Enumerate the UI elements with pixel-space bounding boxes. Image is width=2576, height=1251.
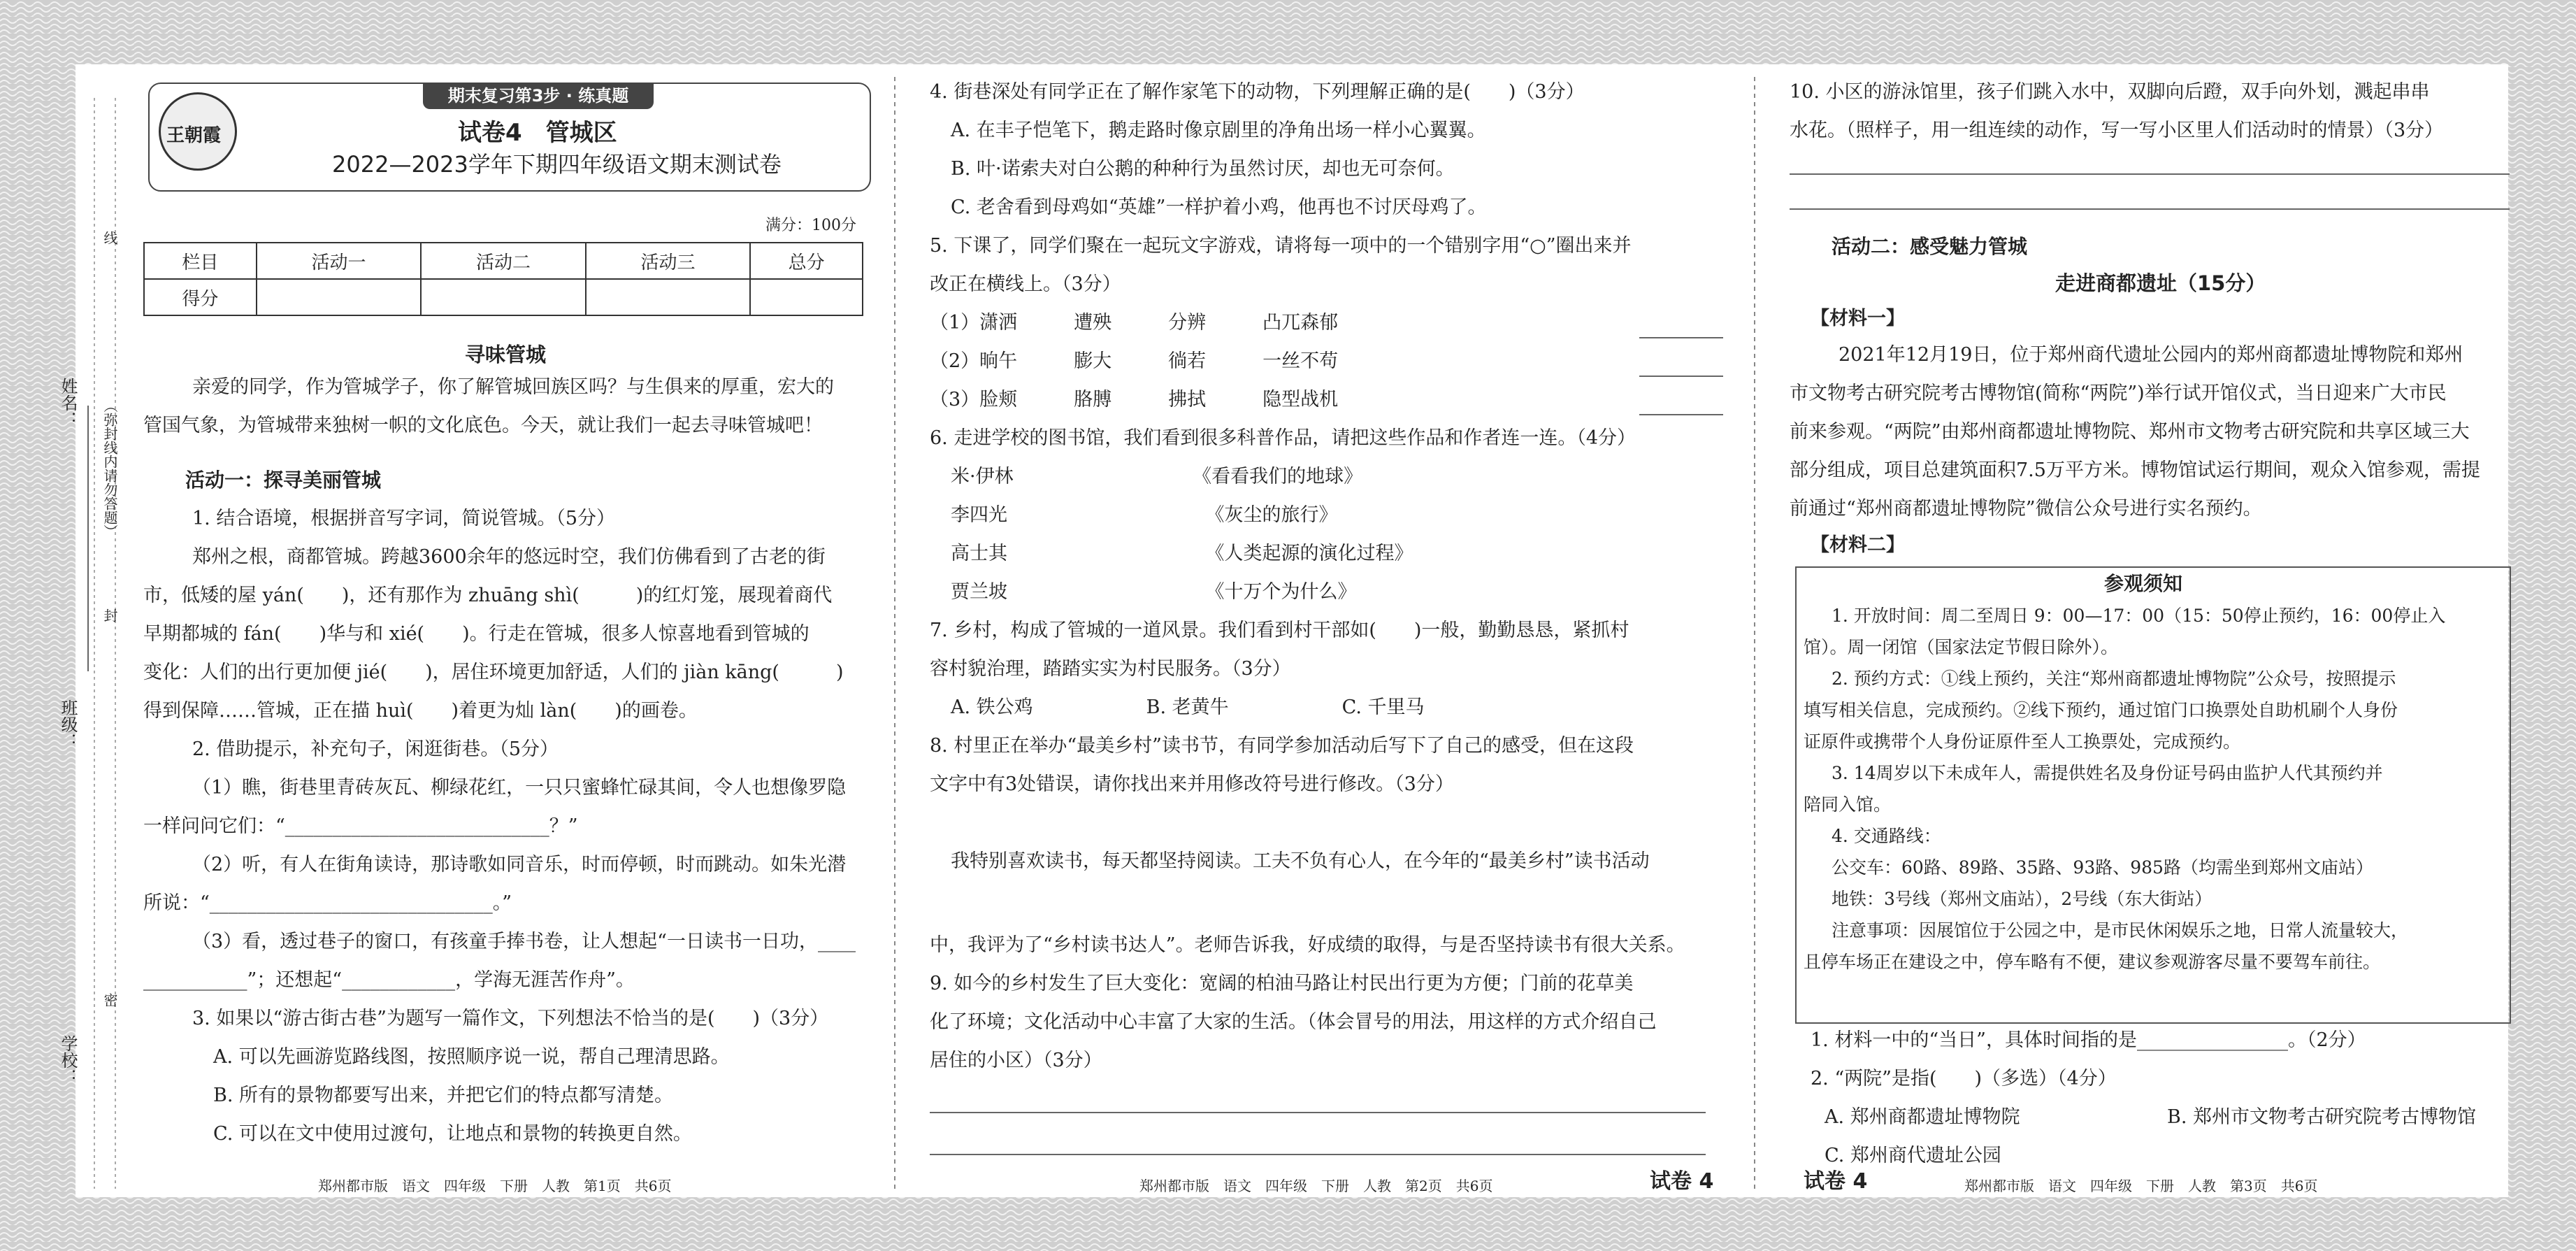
notice-line: 馆）。周一闭馆（国家法定节假日除外）。	[1804, 637, 2119, 657]
school-label: 学校：	[58, 1035, 78, 1085]
question: 市，低矮的屋 yán( )，还有那作为 zhuāng shì( )的红灯笼，展现着商代	[143, 585, 833, 606]
answer-line[interactable]	[1790, 208, 2510, 210]
question: （1）瞧，街巷里青砖灰瓦、柳绿花红，一只只蜜蜂忙碌其间，令人也想像罗隐	[192, 777, 847, 799]
review-step-banner: 期末复习第3步 · 练真题	[423, 83, 654, 109]
notice-line: 注意事项：因展馆位于公园之中，是市民休闲娱乐之地，日常人流量较大，	[1832, 920, 2409, 941]
score-input-cell[interactable]	[750, 279, 863, 315]
score-header-cell: 栏目	[144, 243, 257, 279]
activity-heading: 活动二：感受魅力管城	[1832, 235, 2028, 258]
passage: 前通过“郑州商都遗址博物院”微信公众号进行实名预约。	[1790, 498, 2262, 520]
passage: 部分组成，项目总建筑面积7.5万平方米。博物馆试运行期间，观众入馆参观，需提	[1790, 459, 2480, 481]
answer-line[interactable]	[930, 1154, 1706, 1155]
exam-tag: 试卷 4	[1804, 1169, 1868, 1194]
page-footer: 郑州都市版 语文 四年级 下册 人教 第2页 共6页	[1139, 1178, 1493, 1194]
question: 变化：人们的出行更加便 jié( )，居住环境更加舒适，人们的 jiàn kāng( )	[143, 662, 844, 683]
page-footer: 郑州都市版 语文 四年级 下册 人教 第3页 共6页	[1964, 1178, 2318, 1194]
score-header-cell: 活动三	[586, 243, 750, 279]
question: 3. 如果以“游古街古巷”为题写一篇作文，下列想法不恰当的是( )（3分）	[192, 1008, 829, 1029]
question: 改正在横线上。（3分）	[930, 273, 1121, 295]
answer-line[interactable]	[930, 1112, 1706, 1113]
score-input-cell[interactable]	[586, 279, 750, 315]
question: 6. 走进学校的图书馆，我们看到很多科普作品，请把这些作品和作者连一连。（4分）	[930, 427, 1636, 449]
passage: 2021年12月19日，位于郑州商代遗址公园内的郑州商都遗址博物院和郑州	[1839, 344, 2463, 366]
notice-line: 地铁：3号线（郑州文庙站），2号线（东大街站）	[1832, 889, 2212, 909]
question: 2. 借助提示，补充句子，闲逛街巷。（5分）	[192, 738, 559, 760]
section-title: 寻味管城	[465, 343, 547, 366]
question: 所说：“______________________________。”	[143, 892, 512, 914]
option: A. 铁公鸡 B. 老黄牛 C. 千里马	[951, 696, 1425, 718]
answer-line[interactable]	[1790, 173, 2510, 175]
match-row: 贾兰坡 《十万个为什么》	[951, 581, 1357, 603]
notice-line: 公交车：60路、89路、35路、93路、985路（均需坐到郑州文庙站）	[1832, 857, 2373, 878]
question: 1. 材料一中的“当日”，具体时间指的是________________。（2分）	[1811, 1029, 2366, 1051]
question: 7. 乡村，构成了管城的一道风景。我们看到村干部如( )一般，勤勤恳恳，紧抓村	[930, 620, 1629, 641]
match-row: 李四光 《灰尘的旅行》	[951, 504, 1338, 526]
question: 8. 村里正在举办“最美乡村”读书节，有同学参加活动后写下了自己的感受，但在这段	[930, 735, 1634, 757]
passage: 前来参观。“两院”由郑州商都遗址博物院、郑州市文物考古研究院和共享区域三大	[1790, 421, 2470, 443]
material-label: 【材料二】	[1811, 534, 1905, 556]
notice-line: 4. 交通路线：	[1832, 826, 1941, 846]
notice-line: 且停车场正在建设之中，停车略有不便，建议参观游客尽量不要驾车前往。	[1804, 952, 2381, 972]
intro-line: 管国气象，为管城带来独树一帜的文化底色。今天，就让我们一起去寻味管城吧！	[143, 415, 823, 436]
match-row: 高士其 《人类起源的演化过程》	[951, 543, 1413, 564]
option: B. 叶·诺索夫对白公鹅的种种行为虽然讨厌，却也无可奈何。	[951, 158, 1455, 180]
word-row: （1）潇洒 遭殃 分辨 凸兀森郁	[930, 312, 1339, 334]
question: 1. 结合语境，根据拼音写字词，简说管城。（5分）	[192, 508, 616, 529]
question: 4. 街巷深处有同学正在了解作家笔下的动物，下列理解正确的是( )（3分）	[930, 81, 1585, 103]
notice-line: 1. 开放时间：周二至周日 9：00—17：00（15：50停止预约，16：00停止入	[1832, 606, 2446, 626]
word-row: （2）晌午 膨大 徜若 一丝不苟	[930, 350, 1339, 372]
score-header-cell: 总分	[750, 243, 863, 279]
option: C. 可以在文中使用过渡句，让地点和景物的转换更自然。	[213, 1123, 692, 1145]
question: 居住的小区）（3分）	[930, 1050, 1102, 1071]
seal-char-1: 线	[101, 231, 118, 245]
match-row: 米·伊林 《看看我们的地球》	[951, 466, 1363, 487]
question: 水花。（照样子，用一组连续的动作，写一写小区里人们活动时的情景）（3分）	[1790, 120, 2444, 141]
notice-line: 2. 预约方式：①线上预约，关注“郑州商都遗址博物院”公众号，按照提示	[1832, 669, 2396, 689]
question: 早期都城的 fán( )华与和 xié( )。行走在管城，很多人惊喜地看到管城的	[143, 623, 810, 645]
score-input-cell[interactable]	[421, 279, 585, 315]
option: A. 郑州商都遗址博物院	[1825, 1106, 2020, 1128]
logo-text: 王朝霞	[166, 125, 222, 146]
seal-char-3: 密	[101, 993, 118, 1007]
score-table	[143, 242, 863, 316]
question: 2. “两院”是指( )（多选）（4分）	[1811, 1068, 2117, 1089]
option: C. 老舍看到母鸡如“英雄”一样护着小鸡，他再也不讨厌母鸡了。	[951, 196, 1487, 218]
score-row-label: 得分	[144, 279, 257, 315]
question: （2）听，有人在街角读诗，那诗歌如同音乐，时而停顿，时而跳动。如朱光潜	[192, 854, 847, 875]
question: 10. 小区的游泳馆里，孩子们跳入水中，双脚向后蹬，双手向外划，溅起串串	[1790, 81, 2430, 103]
exam-subtitle: 2022—2023学年下期四年级语文期末测试卷	[332, 151, 782, 178]
score-input-cell[interactable]	[257, 279, 421, 315]
word-row: （3）脸颊 胳膊 拂拭 隐型战机	[930, 389, 1339, 410]
question: 容村貌治理，踏踏实实为村民服务。（3分）	[930, 658, 1291, 680]
question: 化了环境；文化活动中心丰富了大家的生活。（体会冒号的用法，用这样的方式介绍自己	[930, 1011, 1657, 1033]
seal-note: （弥封线内请勿答题）	[101, 399, 118, 538]
question: 5. 下课了，同学们聚在一起玩文字游戏，请将每一项中的一个错别字用“○”圈出来并	[930, 235, 1632, 257]
option: A. 可以先画游览路线图，按照顺序说一说，帮自己理清思路。	[213, 1046, 730, 1068]
notice-line: 证原件或携带个人身份证原件至人工换票处，完成预约。	[1804, 731, 2241, 752]
notice-line: 陪同入馆。	[1804, 794, 1892, 815]
passage: 我特别喜欢读书，每天都坚持阅读。工夫不负有心人，在今年的“最美乡村”读书活动	[951, 850, 1650, 872]
option: A. 在丰子恺笔下，鹅走路时像京剧里的净角出场一样小心翼翼。	[951, 120, 1486, 141]
notice-line: 填写相关信息，完成预约。②线下预约，通过馆门口换票处自助机刷个人身份	[1804, 700, 2398, 720]
option: C. 郑州商代遗址公园	[1825, 1145, 2001, 1166]
passage: 市文物考古研究院考古博物馆(简称“两院”)举行试开馆仪式，当日迎来广大市民	[1790, 383, 2447, 404]
material-label: 【材料一】	[1811, 308, 1905, 329]
exam-tag: 试卷 4	[1650, 1169, 1714, 1194]
option: B. 郑州市文物考古研究院考古博物馆	[2167, 1106, 2477, 1128]
activity-heading: 活动一：探寻美丽管城	[185, 469, 382, 492]
score-header-cell: 活动二	[421, 243, 585, 279]
notice-line: 3. 14周岁以下未成年人，需提供姓名及身份证号码由监护人代其预约并	[1832, 763, 2383, 783]
question: ___________”；还想起“____________，学海无涯苦作舟”。	[143, 969, 635, 991]
score-header-cell: 活动一	[257, 243, 421, 279]
option: B. 所有的景物都要写出来，并把它们的特点都写清楚。	[213, 1085, 674, 1106]
question: 得到保障……管城，正在描 huì( )着更为灿 làn( )的画卷。	[143, 700, 698, 722]
full-score: 满分：100分	[765, 217, 856, 234]
notice-title: 参观须知	[2104, 572, 2183, 595]
class-label: 班级：	[58, 699, 78, 750]
section-title: 走进商都遗址（15分）	[2055, 271, 2266, 295]
exam-title: 试卷4 管城区	[458, 119, 617, 147]
question: 9. 如今的乡村发生了巨大变化：宽阔的柏油马路让村民出行更为方便；门前的花草美	[930, 973, 1634, 994]
question: 文字中有3处错误，请你找出来并用修改符号进行修改。（3分）	[930, 773, 1454, 795]
name-label: 姓名：	[58, 378, 78, 428]
seal-char-2: 封	[101, 608, 118, 622]
question: 一样问问它们：“____________________________？”	[143, 815, 578, 837]
question: （3）看，透过巷子的窗口，有孩童手捧书卷，让人想起“一日读书一日功，____	[192, 931, 856, 952]
page-footer: 郑州都市版 语文 四年级 下册 人教 第1页 共6页	[318, 1178, 672, 1194]
intro-line: 亲爱的同学，作为管城学子，你了解管城回族区吗？与生俱来的厚重，宏大的	[192, 376, 834, 398]
question: 郑州之根，商都管城。跨越3600余年的悠远时空，我们仿佛看到了古老的街	[192, 546, 826, 568]
passage: 中，我评为了“乡村读书达人”。老师告诉我，好成绩的取得，与是否坚持读书有很大关系。	[930, 934, 1685, 956]
publisher-logo	[159, 92, 237, 171]
